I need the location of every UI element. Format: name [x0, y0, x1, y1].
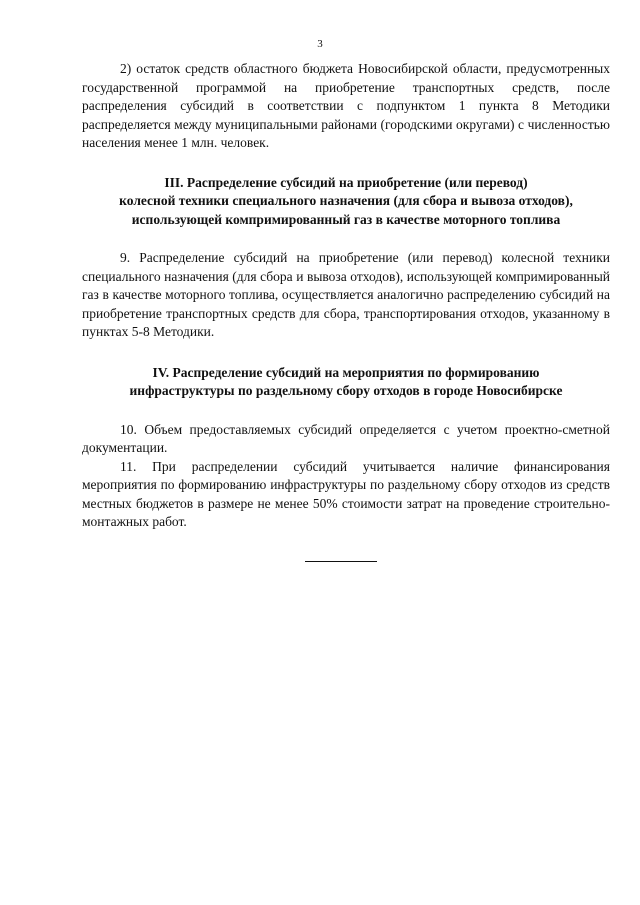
section-3-heading-line-1: III. Распределение субсидий на приобретение (или перевод) [164, 174, 528, 190]
section-4-heading-line-1: IV. Распределение субсидий на мероприятия по формированию [152, 364, 540, 380]
page-number: 3 [317, 38, 323, 50]
end-of-document-rule [305, 561, 377, 562]
paragraph-11: 11. При распределении субсидий учитывается наличие финансирования мероприятия по формированию инфраструктуры по раздельному сбору отходов из средств местных бюджетов в размере не менее 50% стоимости затрат на проведение строительно-монтажных работ. [82, 458, 610, 529]
section-3-heading-line-2: колесной техники специального назначения (для сбора и вывоза отходов), [119, 193, 573, 208]
paragraph-10: 10. Объем предоставляемых субсидий определяется с учетом проектно-сметной документации. [82, 421, 610, 455]
document-body [82, 60, 610, 532]
section-3-heading [82, 174, 610, 230]
section-4-heading [82, 364, 610, 401]
section-3-heading-line-3: использующей компримированный газ в качестве моторного топлива [131, 211, 561, 227]
paragraph-9: 9. Распределение субсидий на приобретение (или перевод) колесной техники специального назначения (для сбора и вывоза отходов), использующей компримированный газ в качестве моторного топлива, осуществляется аналогично распределению субсидий на приобретение транспортных средств для сбора, транспортирования отходов, указанному в пунктах 5-8 Методики. [82, 250, 610, 339]
paragraph-2: 2) остаток средств областного бюджета Новосибирской области, предусмотренных государственной программой на приобретение транспортных средств, после распределения субсидий в соответствии с подпунктом 1 пункта 8 Методики распределяется между муниципальными районами (городскими округами) с численностью населения менее 1 млн. человек. [82, 61, 610, 150]
section-4-heading-line-2: инфраструктуры по раздельному сбору отходов в городе Новосибирске [129, 383, 563, 398]
